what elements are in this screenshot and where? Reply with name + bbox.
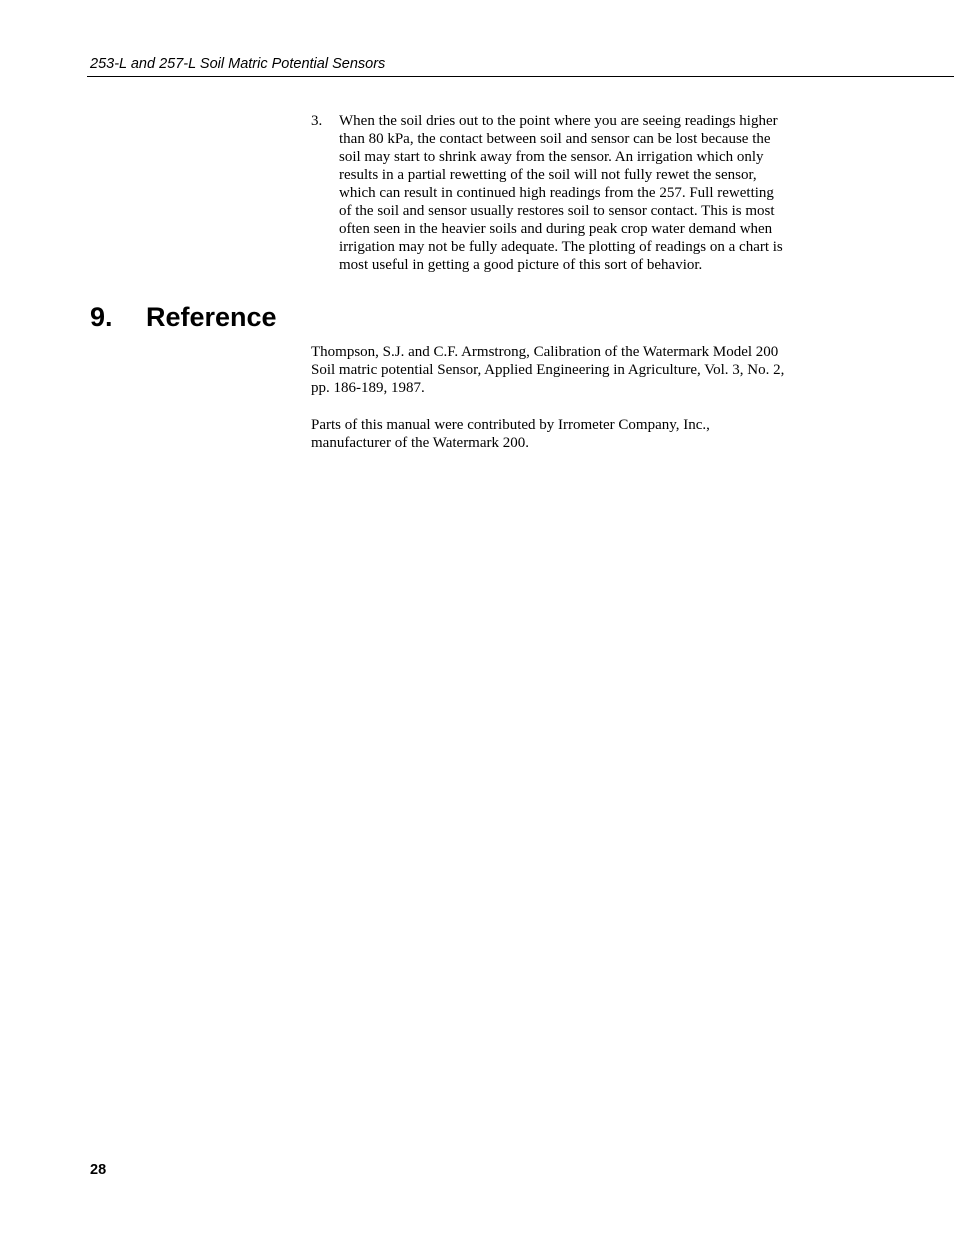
section-number: 9. xyxy=(90,302,113,332)
list-item-line: than 80 kPa, the contact between soil and sensor can be lost because the xyxy=(339,131,771,147)
reference-line: pp. 186-189, 1987. xyxy=(311,380,425,396)
running-header: 253-L and 257-L Soil Matric Potential Sensors xyxy=(90,56,386,72)
list-item-line: soil may start to shrink away from the sensor. An irrigation which only xyxy=(339,149,764,165)
list-item-line: When the soil dries out to the point where you are seeing readings higher xyxy=(339,113,778,129)
list-item-line: most useful in getting a good picture of this sort of behavior. xyxy=(339,257,703,273)
contribution-paragraph xyxy=(311,416,821,452)
list-item-line: of the soil and sensor usually restores soil to sensor contact. This is most xyxy=(339,203,775,219)
list-item-text xyxy=(339,112,811,274)
reference-paragraph xyxy=(311,343,821,397)
page-number: 28 xyxy=(90,1162,107,1178)
header-divider xyxy=(87,76,954,77)
list-item-line: irrigation may not be fully adequate. The plotting of readings on a chart is xyxy=(339,239,783,255)
list-item-line: results in a partial rewetting of the soil will not fully rewet the sensor, xyxy=(339,167,757,183)
section-title: Reference xyxy=(146,302,277,332)
contribution-line: Parts of this manual were contributed by Irrometer Company, Inc., xyxy=(311,417,710,433)
reference-line: Thompson, S.J. and C.F. Armstrong, Calibration of the Watermark Model 200 xyxy=(311,344,779,360)
list-item-line: which can result in continued high readings from the 257. Full rewetting xyxy=(339,185,774,201)
list-item-number: 3. xyxy=(311,113,323,129)
list-item-line: often seen in the heavier soils and during peak crop water demand when xyxy=(339,221,773,237)
reference-line: Soil matric potential Sensor, Applied Engineering in Agriculture, Vol. 3, No. 2, xyxy=(311,362,785,378)
contribution-line: manufacturer of the Watermark 200. xyxy=(311,435,530,451)
list-item xyxy=(311,112,811,274)
section-heading xyxy=(90,300,277,334)
